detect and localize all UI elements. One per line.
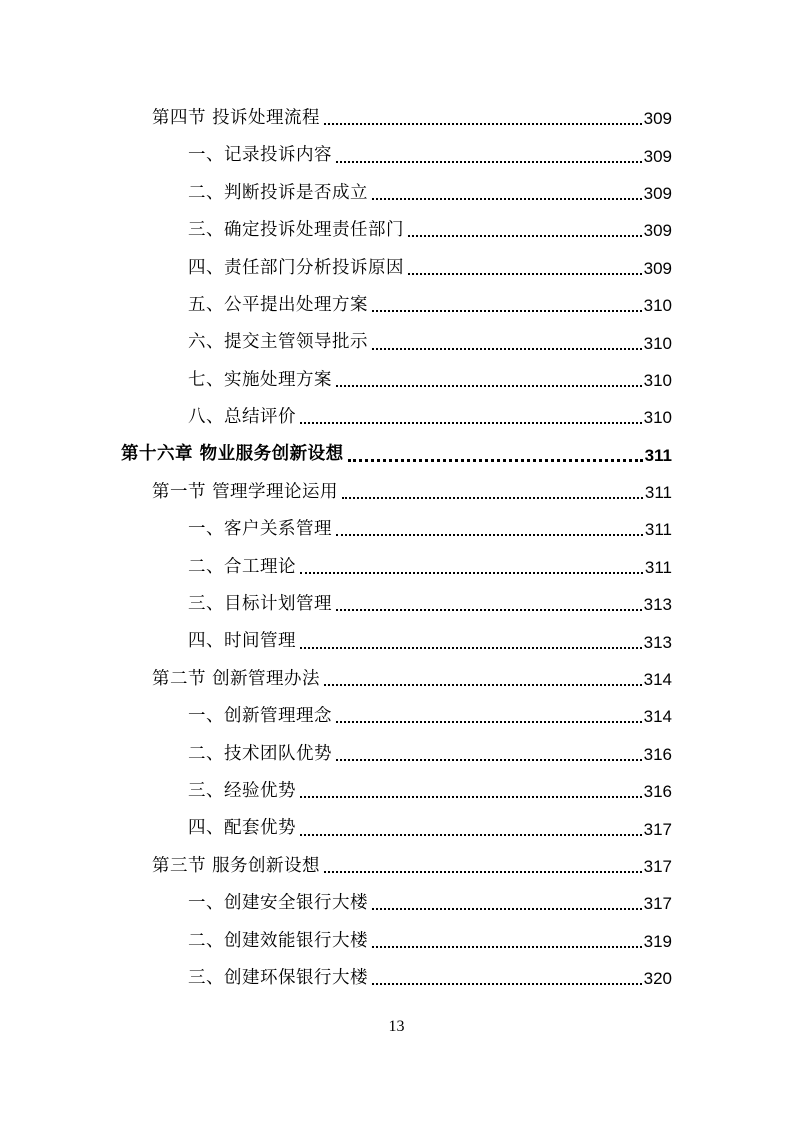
toc-entry-title: 三、创建环保银行大楼 bbox=[188, 967, 368, 988]
dot-leader bbox=[372, 309, 642, 312]
toc-entry[interactable] bbox=[0, 212, 793, 249]
toc-entry-page: 309 bbox=[643, 183, 672, 203]
toc-entry-page: 316 bbox=[643, 744, 672, 764]
dot-leader bbox=[336, 533, 643, 536]
toc-entry-page: 311 bbox=[644, 557, 672, 577]
toc-entry-page: 314 bbox=[643, 670, 672, 690]
toc-entry-page: 311 bbox=[644, 520, 672, 540]
toc-entry-page: 311 bbox=[644, 483, 672, 503]
toc-entry-page: 310 bbox=[643, 408, 672, 428]
toc-entry-title: 四、责任部门分析投诉原因 bbox=[188, 257, 404, 278]
toc-entry-page: 310 bbox=[643, 333, 672, 353]
dot-leader bbox=[300, 571, 643, 574]
dot-leader bbox=[300, 833, 642, 836]
toc-entry[interactable] bbox=[0, 773, 793, 810]
toc-entry[interactable] bbox=[0, 885, 793, 922]
toc-entry[interactable] bbox=[0, 137, 793, 174]
toc-entry-title: 八、总结评价 bbox=[188, 407, 296, 428]
toc-entry-page: 310 bbox=[643, 370, 672, 390]
toc-entry-title: 四、配套优势 bbox=[188, 818, 296, 839]
dot-leader bbox=[300, 421, 642, 424]
toc-entry-title: 七、实施处理方案 bbox=[188, 369, 332, 390]
toc-entry-title: 第一节 管理学理论运用 bbox=[152, 481, 339, 502]
toc-entry[interactable] bbox=[0, 549, 793, 586]
toc-entry-title: 三、经验优势 bbox=[188, 780, 296, 801]
toc-entry-title: 二、技术团队优势 bbox=[188, 743, 332, 764]
toc-entry[interactable] bbox=[0, 623, 793, 660]
toc-entry-title: 第三节 服务创新设想 bbox=[152, 855, 321, 876]
toc-entry-title: 一、创建安全银行大楼 bbox=[188, 893, 368, 914]
toc-entry[interactable] bbox=[0, 511, 793, 548]
toc-entry[interactable] bbox=[0, 810, 793, 847]
toc-entry-page: 319 bbox=[643, 931, 672, 951]
toc-entry-title: 三、确定投诉处理责任部门 bbox=[188, 220, 404, 241]
dot-leader bbox=[324, 870, 642, 873]
toc-entry[interactable] bbox=[0, 362, 793, 399]
toc-entry-page: 317 bbox=[643, 857, 672, 876]
toc-entry-title: 二、合工理论 bbox=[188, 556, 296, 577]
dot-leader bbox=[372, 982, 642, 985]
dot-leader bbox=[336, 720, 642, 723]
dot-leader bbox=[300, 646, 642, 649]
toc-entry-title: 第四节 投诉处理流程 bbox=[152, 107, 321, 128]
dot-leader bbox=[324, 683, 642, 686]
toc-entry-page: 320 bbox=[643, 969, 672, 989]
dot-leader bbox=[324, 122, 642, 125]
toc-entry[interactable] bbox=[0, 399, 793, 436]
toc-entry[interactable] bbox=[0, 324, 793, 361]
toc-entry[interactable] bbox=[0, 698, 793, 735]
table-of-contents bbox=[0, 100, 793, 997]
toc-entry[interactable] bbox=[0, 474, 793, 511]
toc-entry-page: 317 bbox=[643, 894, 672, 914]
dot-leader bbox=[372, 907, 642, 910]
toc-entry-title: 第十六章 物业服务创新设想 bbox=[121, 444, 344, 465]
toc-entry-title: 一、客户关系管理 bbox=[188, 519, 332, 540]
toc-entry-title: 六、提交主管领导批示 bbox=[188, 332, 368, 353]
dot-leader bbox=[300, 795, 642, 798]
toc-entry[interactable] bbox=[0, 960, 793, 997]
toc-entry-page: 309 bbox=[643, 258, 672, 278]
toc-entry-title: 一、创新管理理念 bbox=[188, 706, 332, 727]
toc-entry-page: 310 bbox=[643, 296, 672, 316]
toc-entry[interactable] bbox=[0, 661, 793, 698]
toc-entry-page: 309 bbox=[643, 109, 672, 129]
toc-entry[interactable] bbox=[0, 287, 793, 324]
toc-entry-page: 313 bbox=[643, 632, 672, 652]
toc-entry[interactable] bbox=[0, 586, 793, 623]
dot-leader bbox=[336, 608, 642, 611]
dot-leader bbox=[336, 384, 642, 387]
toc-entry[interactable] bbox=[0, 175, 793, 212]
dot-leader bbox=[348, 458, 643, 462]
toc-entry-title: 一、记录投诉内容 bbox=[188, 145, 332, 166]
toc-entry-title: 二、创建效能银行大楼 bbox=[188, 930, 368, 951]
toc-entry-title: 第二节 创新管理办法 bbox=[152, 668, 321, 689]
toc-entry[interactable] bbox=[0, 250, 793, 287]
toc-entry-page: 309 bbox=[643, 221, 672, 241]
dot-leader bbox=[372, 347, 642, 350]
dot-leader bbox=[342, 496, 643, 499]
toc-entry[interactable] bbox=[0, 848, 793, 885]
toc-chapter-entry[interactable] bbox=[0, 437, 793, 474]
dot-leader bbox=[408, 272, 642, 275]
toc-entry-title: 五、公平提出处理方案 bbox=[188, 294, 368, 315]
toc-entry-page: 316 bbox=[643, 782, 672, 802]
dot-leader bbox=[336, 160, 642, 163]
dot-leader bbox=[408, 234, 642, 237]
dot-leader bbox=[372, 197, 642, 200]
toc-entry-page: 313 bbox=[643, 595, 672, 615]
toc-entry-title: 四、时间管理 bbox=[188, 631, 296, 652]
toc-entry[interactable] bbox=[0, 736, 793, 773]
dot-leader bbox=[372, 945, 642, 948]
toc-entry-title: 二、判断投诉是否成立 bbox=[188, 182, 368, 203]
toc-entry[interactable] bbox=[0, 100, 793, 137]
page-number: 13 bbox=[388, 1018, 405, 1035]
toc-entry-page: 317 bbox=[643, 819, 672, 839]
dot-leader bbox=[336, 758, 642, 761]
toc-entry-page: 311 bbox=[644, 445, 672, 465]
toc-entry-page: 314 bbox=[643, 707, 672, 727]
toc-entry-page: 309 bbox=[643, 146, 672, 166]
toc-entry-title: 三、目标计划管理 bbox=[188, 594, 332, 615]
toc-entry[interactable] bbox=[0, 923, 793, 960]
